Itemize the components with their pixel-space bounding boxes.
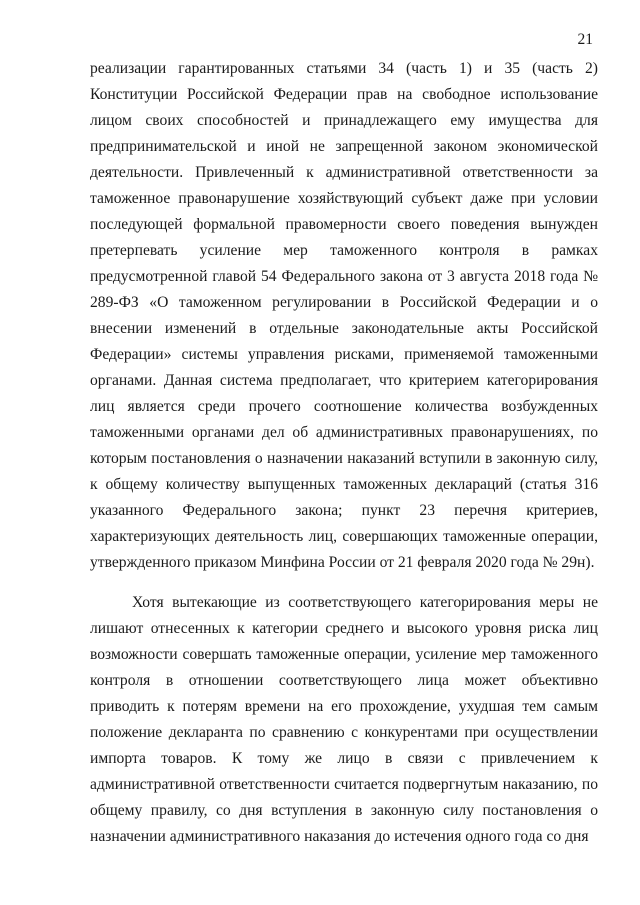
- paragraph-1: реализации гарантированных статьями 34 (часть 1) и 35 (часть 2) Конституции Российской Федерации прав на свободное использование лицом своих способностей и принадлежащего ему имущества для предпринимательской и иной не запрещенной законом экономической деятельности. Привлеченный к административной ответственности за таможенное правонарушение хозяйствующий субъект даже при условии последующей формальной правомерности своего поведения вынужден претерпевать усиление мер таможенного контроля в рамках предусмотренной главой 54 Федерального закона от 3 августа 2018 года № 289-ФЗ «О таможенном регулировании в Российской Федерации и о внесении изменений в отдельные законодательные акты Российской Федерации» системы управления рисками, применяемой таможенными органами. Данная система предполагает, что критерием категорирования лиц является среди прочего соотношение количества возбужденных таможенными органами дел об административных правонарушениях, по которым постановления о назначении наказаний вступили в законную силу, к общему количеству выпущенных таможенных деклараций (статья 316 указанного Федерального закона; пункт 23 перечня критериев, характеризующих деятельность лиц, совершающих таможенные операции, утвержденного приказом Минфина России от 21 февраля 2020 года № 29н).: [90, 60, 598, 571]
- page-number: 21: [577, 31, 593, 48]
- paragraph-2: Хотя вытекающие из соответствующего категорирования меры не лишают отнесенных к категории среднего и высокого уровня риска лиц возможности совершать таможенные операции, усиление мер таможенного контроля в отношении соответствующего лица может объективно приводить к потерям времени на его прохождение, ухудшая тем самым положение декларанта по сравнению с конкурентами при осуществлении импорта товаров. К тому же лицо в связи с привлечением к административной ответственности считается подвергнутым наказанию, по общему правилу, со дня вступления в законную силу постановления о назначении административного наказания до истечения одного года со дня: [90, 594, 598, 845]
- document-body: [90, 56, 598, 850]
